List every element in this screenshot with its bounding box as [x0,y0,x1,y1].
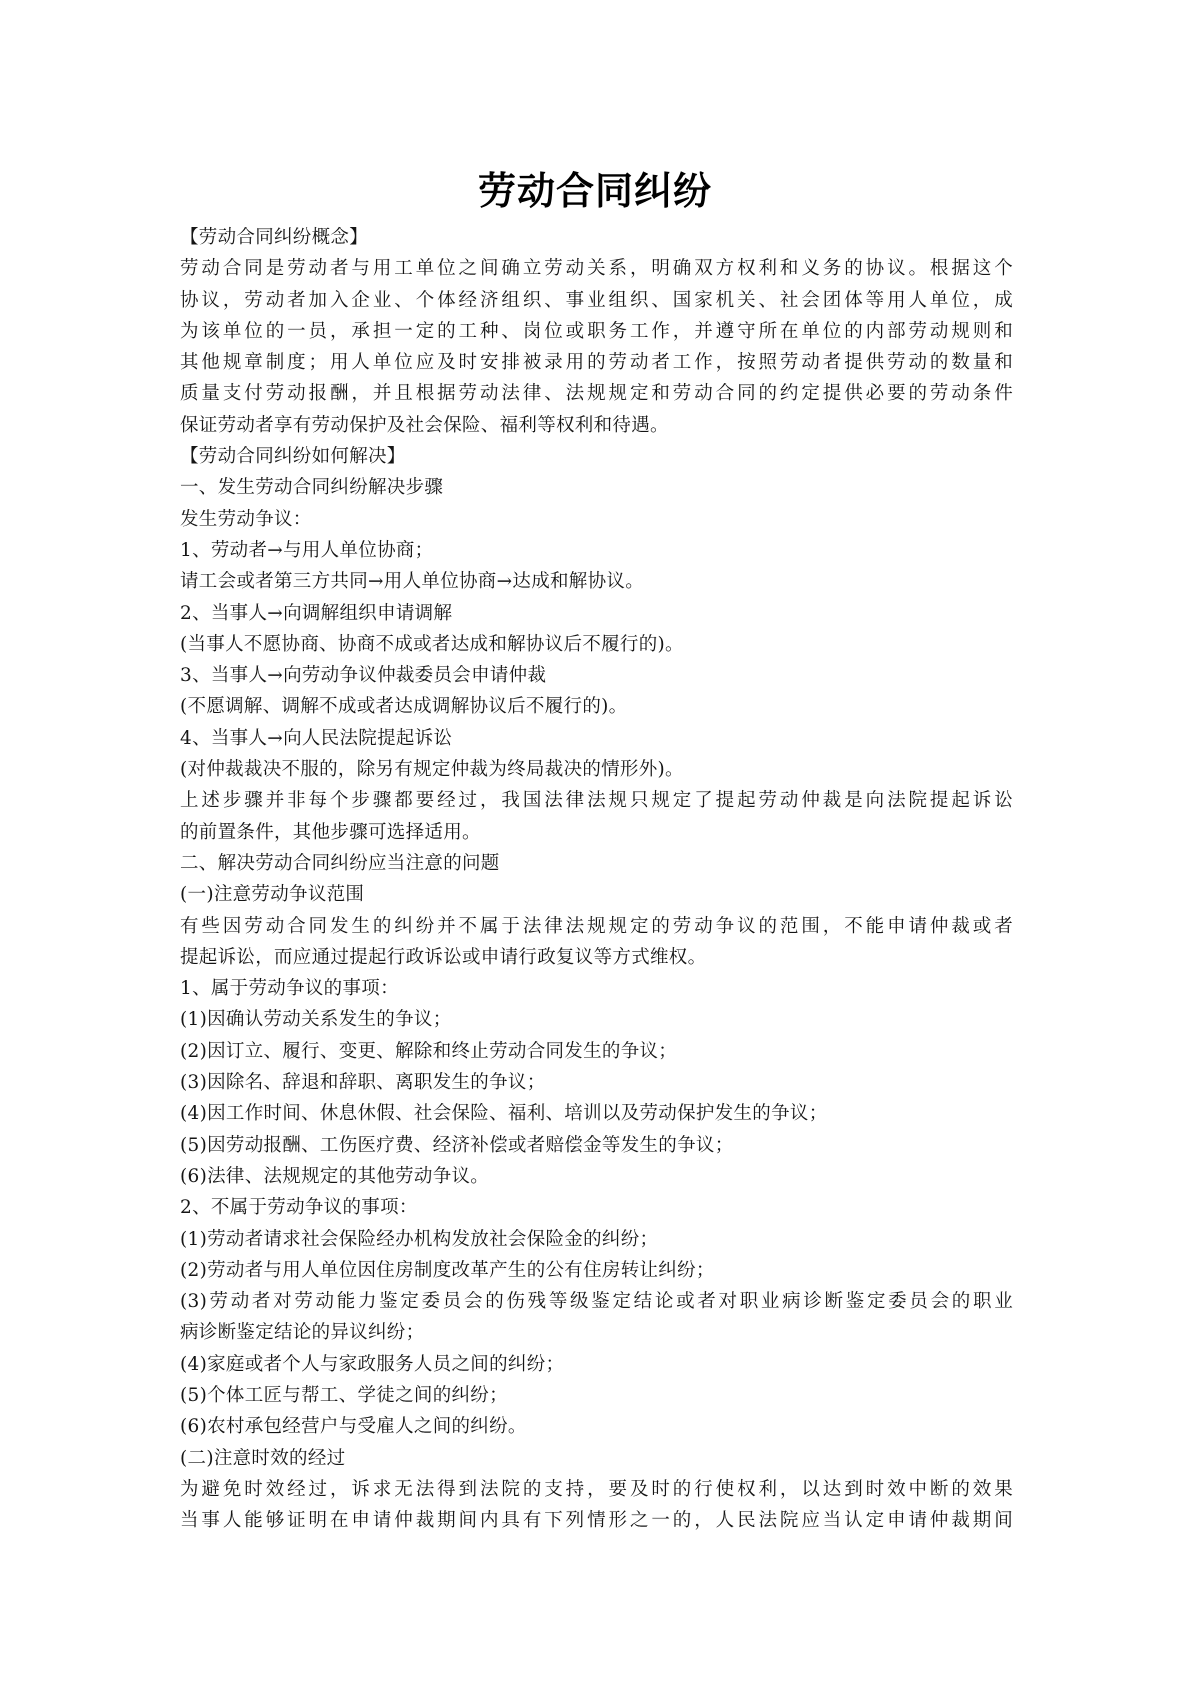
step-item: 1、属于劳动争议的事项： [180,978,399,1000]
document-title: 劳动合同纠纷 [477,169,712,213]
subsection-title: (二)注意时效的经过 [180,1447,346,1469]
document-body [180,222,1020,1536]
list-item: (1)劳动者请求社会保险经办机构发放社会保险金的纠纷； [180,1228,659,1250]
list-item: (3)因除名、辞退和辞职、离职发生的争议； [180,1072,546,1094]
paragraph-line: 质量支付劳动报酬，并且根据劳动法律、法规规定和劳动合同的约定提供必要的劳动条件 [180,383,1013,405]
step-note: (当事人不愿协商、协商不成或者达成和解协议后不履行的)。 [180,633,684,655]
paragraph-line: 其他规章制度；用人单位应及时安排被录用的劳动者工作，按照劳动者提供劳动的数量和 [180,352,1013,374]
paragraph-line: 为该单位的一员，承担一定的工种、岗位或职务工作，并遵守所在单位的内部劳动规则和 [180,320,1013,342]
paragraph-line: 保证劳动者享有劳动保护及社会保险、福利等权利和待遇。 [180,414,669,436]
paragraph-line: 发生劳动争议： [180,508,312,530]
list-item: (4)家庭或者个人与家政服务人员之间的纠纷； [180,1353,565,1375]
list-item: (1)因确认劳动关系发生的争议； [180,1009,452,1031]
list-item: (6)法律、法规规定的其他劳动争议。 [180,1165,490,1187]
list-item: (2)因订立、履行、变更、解除和终止劳动合同发生的争议； [180,1040,678,1062]
list-item: (3)劳动者对劳动能力鉴定委员会的伤残等级鉴定结论或者对职业病诊断鉴定委员会的职业 [180,1291,1013,1313]
paragraph-line: 提起诉讼，而应通过提起行政诉讼或申请行政复议等方式维权。 [180,946,707,968]
paragraph-line: 劳动合同是劳动者与用工单位之间确立劳动关系，明确双方权利和义务的协议。根据这个 [180,258,1013,280]
paragraph-line: 为避免时效经过，诉求无法得到法院的支持，要及时的行使权利，以达到时效中断的效果 [180,1478,1013,1500]
section-heading: 【劳动合同纠纷概念】 [180,227,369,248]
paragraph-line: 当事人能够证明在申请仲裁期间内具有下列情形之一的，人民法院应当认定申请仲裁期间 [180,1510,1013,1532]
list-item: 病诊断鉴定结论的异议纠纷； [180,1322,425,1344]
list-item: (4)因工作时间、休息休假、社会保险、福利、培训以及劳动保护发生的争议； [180,1103,828,1125]
step-item: 2、当事人→向调解组织申请调解 [180,602,453,624]
list-item: (6)农村承包经营户与受雇人之间的纠纷。 [180,1416,527,1438]
paragraph-line: 上述步骤并非每个步骤都要经过，我国法律法规只规定了提起劳动仲裁是向法院提起诉讼 [180,790,1013,812]
list-item: (5)个体工匠与帮工、学徒之间的纠纷； [180,1384,508,1406]
paragraph-line: 有些因劳动合同发生的纠纷并不属于法律法规规定的劳动争议的范围，不能申请仲裁或者 [180,915,1013,937]
section-heading: 【劳动合同纠纷如何解决】 [180,446,406,468]
section-title: 一、发生劳动合同纠纷解决步骤 [180,477,444,499]
subsection-title: (一)注意劳动争议范围 [180,884,365,906]
paragraph-line: 的前置条件，其他步骤可选择适用。 [180,821,481,843]
step-note: (对仲裁裁决不服的，除另有规定仲裁为终局裁决的情形外)。 [180,759,684,781]
section-title: 二、解决劳动合同纠纷应当注意的问题 [180,852,500,874]
paragraph-line: 请工会或者第三方共同→用人单位协商→达成和解协议。 [180,571,645,593]
step-item: 2、不属于劳动争议的事项： [180,1197,418,1219]
step-item: 3、当事人→向劳动争议仲裁委员会申请仲裁 [180,665,547,687]
paragraph-line: 协议，劳动者加入企业、个体经济组织、事业组织、国家机关、社会团体等用人单位，成 [180,289,1013,311]
step-note: (不愿调解、调解不成或者达成调解协议后不履行的)。 [180,696,628,718]
step-item: 1、劳动者→与用人单位协商； [180,539,434,561]
list-item: (2)劳动者与用人单位因住房制度改革产生的公有住房转让纠纷； [180,1259,715,1281]
step-item: 4、当事人→向人民法院提起诉讼 [180,727,453,749]
list-item: (5)因劳动报酬、工伤医疗费、经济补偿或者赔偿金等发生的争议； [180,1134,734,1156]
